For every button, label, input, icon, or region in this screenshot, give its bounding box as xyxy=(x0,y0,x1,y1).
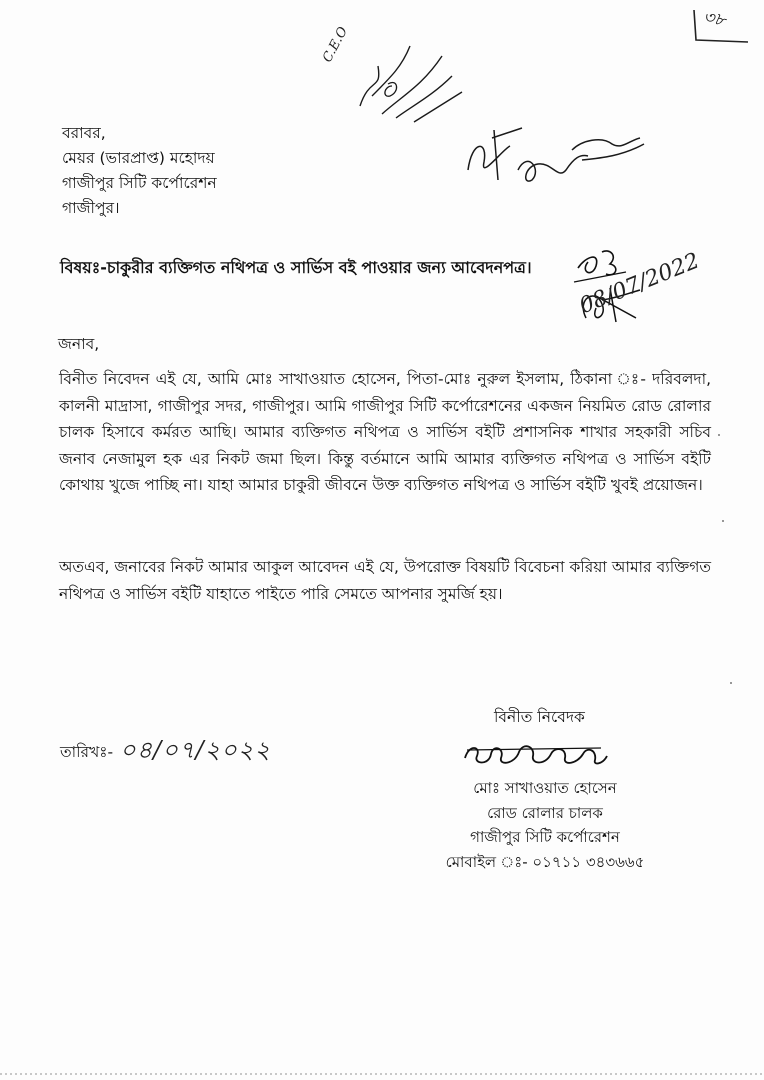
address-line-4: গাজীপুর। xyxy=(62,199,120,217)
page-number: ৩৮ xyxy=(701,6,728,32)
scan-speck xyxy=(730,682,732,684)
scan-bottom-edge xyxy=(0,1068,764,1078)
body-paragraph-1: বিনীত নিবেদন এই যে, আমি মোঃ সাখাওয়াত হোসেন, পিতা-মোঃ নুরুল ইসলাম, ঠিকানা ঃ- দরিবলদা, কালনী মাদ্রাসা, গাজীপুর সদর, গাজীপুর। আমি গাজীপুর সিটি কর্পোরেশনের একজন নিয়মিত রোড রোলার চালক হিসাবে কর্মরত আছি। আমার ব্যক্তিগত নথিপত্র ও সার্ভিস বইটি প্রশাসনিক শাখার সহকারী সচিব জনাব নেজামুল হক এর নিকট জমা ছিল। কিন্তু বর্তমানে আমি আমার ব্যক্তিগত নথিপত্র ও সার্ভিস বইটি কোথায় খুজে পাচ্ছি না। যাহা আমার চাকুরী জীবনে উক্ত ব্যক্তিগত নথিপত্র ও সার্ভিস বইটি খুবই প্রয়োজন। xyxy=(59,370,711,494)
date-value: ০৪/০৭/২০২২ xyxy=(120,736,271,764)
address-line-2: মেয়র (ভারপ্রাপ্ত) মহোদয় xyxy=(62,149,215,167)
address-line-1: বরাবর, xyxy=(62,124,106,142)
body-paragraph-2: অতএব, জনাবের নিকট আমার আকুল আবেদন এই যে, উপরোক্ত বিষয়টি বিবেচনা করিয়া আমার ব্যক্তিগত নথিপত্র ও সার্ভিস বইটি যাহাতে পাইতে পারি সেমতে আপনার সুমর্জি হয়। xyxy=(59,558,711,603)
ceo-note: C.E.O xyxy=(320,24,352,66)
applicant-organization: গাজীপুর সিটি কর্পোরেশন xyxy=(470,828,620,846)
applicant-signature xyxy=(461,736,611,770)
closing-text: বিনীত নিবেদক xyxy=(494,708,585,726)
date-label: তারিখঃ- xyxy=(60,743,114,761)
applicant-designation: রোড রোলার চালক xyxy=(487,803,603,822)
applicant-name: মোঃ সাখাওয়াত হোসেন xyxy=(473,779,617,797)
subject-line: বিষয়ঃ-চাকুরীর ব্যক্তিগত নথিপত্র ও সার্ভিস বই পাওয়ার জন্য আবেদনপত্র। xyxy=(60,258,532,277)
forwarding-scribble xyxy=(352,36,472,126)
address-line-3: গাজীপুর সিটি কর্পোরেশন xyxy=(62,174,217,192)
scan-speck xyxy=(722,520,724,522)
approval-date: 08/07/2022 xyxy=(576,248,703,320)
applicant-mobile: মোবাইল ঃ- ০১৭১১ ৩৪৩৬৬৫ xyxy=(445,852,645,871)
endorsement-signature xyxy=(462,110,662,200)
signature-block xyxy=(420,776,670,874)
scan-speck xyxy=(718,434,720,436)
salutation: জনাব, xyxy=(58,335,100,353)
